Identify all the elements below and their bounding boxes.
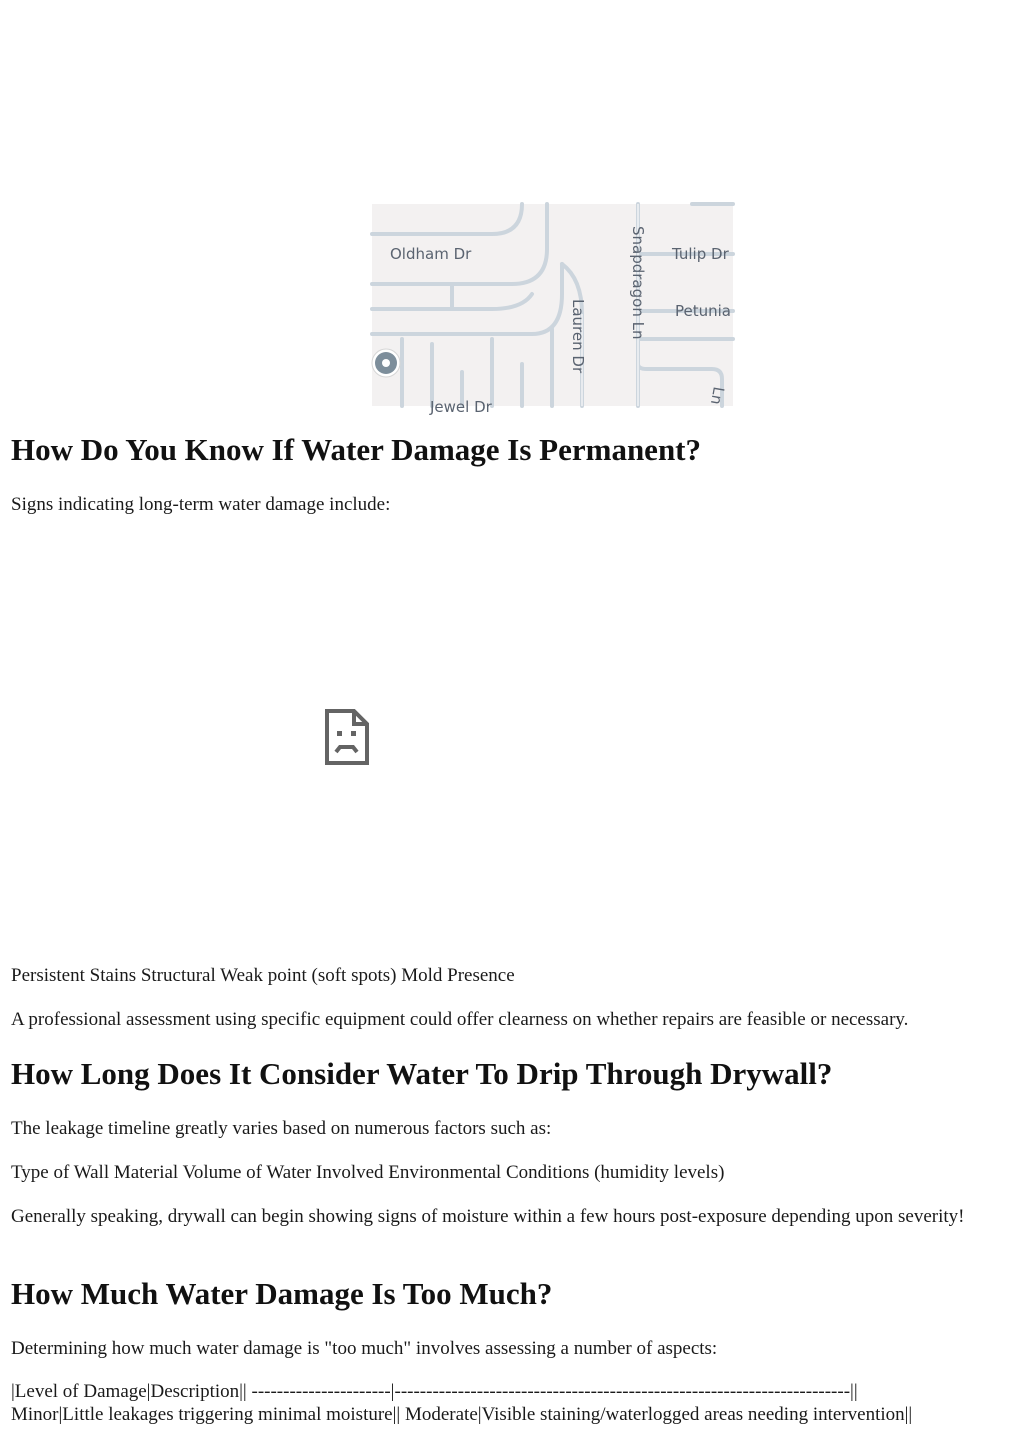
paragraph-permanent-intro: Signs indicating long-term water damage include: [11,494,391,515]
map-label-lauren: Lauren Dr [569,299,587,374]
map-label-tulip: Tulip Dr [672,245,729,263]
table-markdown-line-2: Minor|Little leakages triggering minimal moisture|| Moderate|Visible staining/waterlogged areas needing intervention|| [11,1404,913,1425]
heading-too-much: How Much Water Damage Is Too Much? [11,1276,553,1311]
heading-drip: How Long Does It Consider Water To Drip Through Drywall? [11,1056,833,1091]
paragraph-drip-intro: The leakage timeline greatly varies based on numerous factors such as: [11,1118,552,1139]
map-label-snapdragon: Snapdragon Ln [629,226,647,340]
location-pin-icon [372,349,400,377]
paragraph-permanent-conclusion: A professional assessment using specific equipment could offer clearness on whether repairs are feasible or necessary. [11,1009,909,1030]
map-label-petunia: Petunia [675,302,731,320]
paragraph-permanent-signs: Persistent Stains Structural Weak point (soft spots) Mold Presence [11,965,515,986]
heading-permanent: How Do You Know If Water Damage Is Permanent? [11,432,702,467]
map-label-ln: Ln [706,385,728,407]
broken-image-icon [324,708,370,766]
table-markdown-line-1: |Level of Damage|Description|| ----------------------|------------------------------------------------------------------------|| [11,1381,858,1402]
map-label-oldham: Oldham Dr [390,245,472,263]
map-embed[interactable] [372,204,733,416]
paragraph-too-much-intro: Determining how much water damage is "too much" involves assessing a number of aspects: [11,1338,718,1359]
map-graphic [372,204,733,416]
paragraph-drip-factors: Type of Wall Material Volume of Water Involved Environmental Conditions (humidity levels) [11,1162,725,1183]
map-label-jewel: Jewel Dr [430,398,492,416]
paragraph-drip-conclusion: Generally speaking, drywall can begin showing signs of moisture within a few hours post-exposure depending upon severity! [11,1206,965,1227]
